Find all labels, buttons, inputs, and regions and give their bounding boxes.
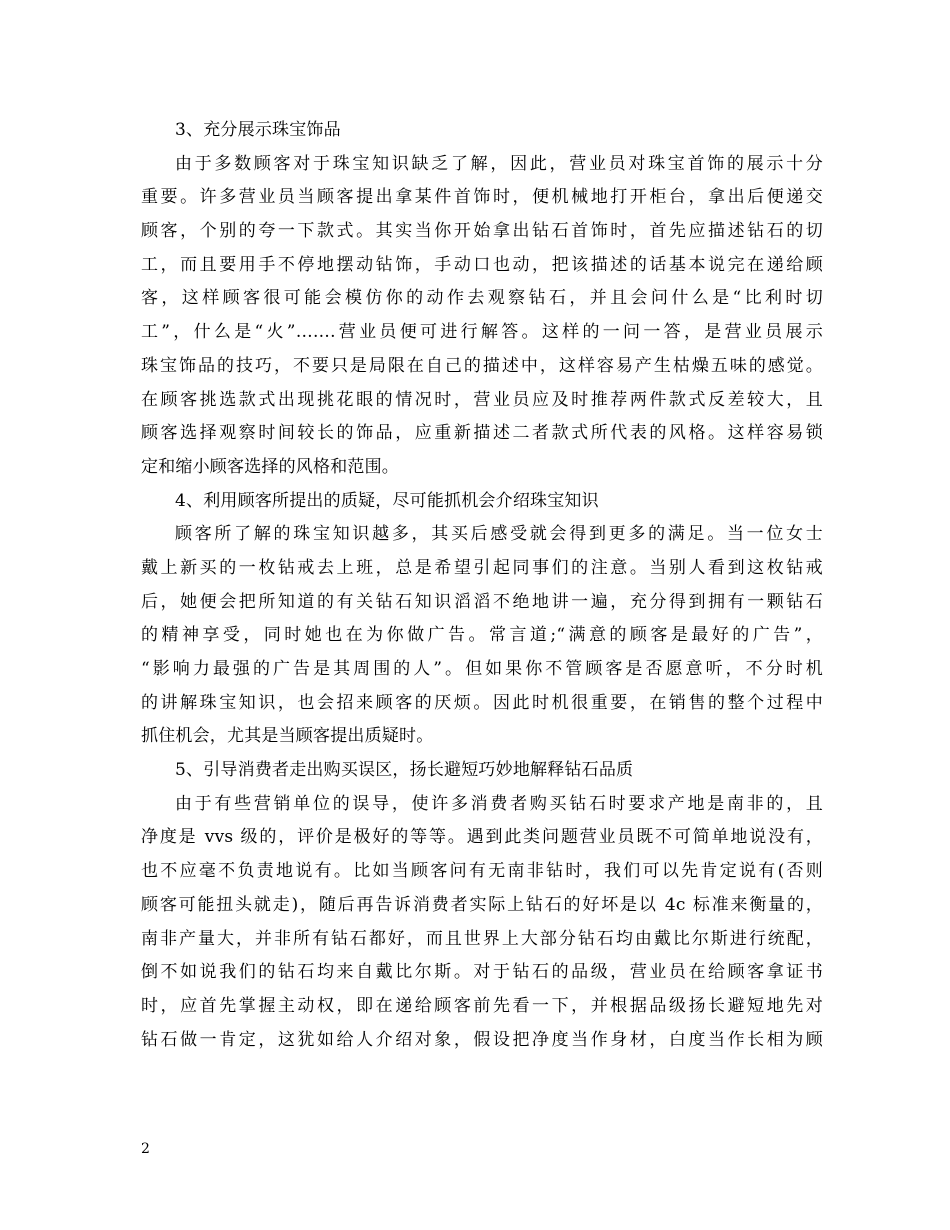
paragraph-line: 顾客所了解的珠宝知识越多，其买后感受就会得到更多的满足。当一位女士 [175,524,823,545]
paragraph-line: 净度是 vvs 级的，评价是极好的等等。遇到此类问题营业员既不可简单地说没有， [141,827,823,848]
paragraph-line: 由于多数顾客对于珠宝知识缺乏了解，因此，营业员对珠宝首饰的展示十分 [175,153,823,174]
paragraph-line: 倒不如说我们的钻石均来自戴比尔斯。对于钻石的品级，营业员在给顾客拿证书 [141,962,823,983]
paragraph-line: 珠宝饰品的技巧，不要只是局限在自己的描述中，这样容易产生枯燥五味的感觉。 [141,355,823,376]
paragraph-line: 定和缩小顾客选择的风格和范围。 [141,456,399,477]
paragraph-line: 南非产量大，并非所有钻石都好，而且世界上大部分钻石均由戴比尔斯进行统配， [141,928,823,949]
paragraph-line: 客，这样顾客很可能会模仿你的动作去观察钻石，并且会问什么是“比利时切 [141,288,823,309]
paragraph-line: 由于有些营销单位的误导，使许多消费者购买钻石时要求产地是南非的，且 [175,793,823,814]
paragraph-line: 戴上新买的一枚钻戒去上班，总是希望引起同事们的注意。当别人看到这枚钻戒 [141,557,823,578]
paragraph-line: 时，应首先掌握主动权，即在递给顾客前先看一下，并根据品级扬长避短地先对 [141,995,823,1016]
paragraph-line: 工”，什么是“火”…….营业员便可进行解答。这样的一问一答，是营业员展示 [141,322,823,343]
paragraph-line: 钻石做一肯定，这犹如给人介绍对象，假设把净度当作身材，白度当作长相为顾 [141,1029,823,1050]
paragraph-line: 的讲解珠宝知识，也会招来顾客的厌烦。因此时机很重要，在销售的整个过程中 [141,692,823,713]
body-text [141,114,823,1057]
paragraph-line: 顾客选择观察时间较长的饰品，应重新描述二者款式所代表的风格。这样容易锁 [141,423,823,444]
paragraph-line: 抓住机会，尤其是当顾客提出质疑时。 [141,726,434,747]
paragraph-line: 的精神享受，同时她也在为你做广告。常言道;“满意的顾客是最好的广告”， [141,625,823,646]
paragraph-line: “影响力最强的广告是其周围的人”。但如果你不管顾客是否愿意听，不分时机 [141,659,823,679]
paragraph-line: 后，她便会把所知道的有关钻石知识滔滔不绝地讲一遍，充分得到拥有一颗钻石 [141,591,823,612]
paragraph-line: 顾客，个别的夸一下款式。其实当你开始拿出钻石首饰时，首先应描述钻石的切 [141,221,823,242]
section-heading-4: 4、利用顾客所提出的质疑，尽可能抓机会介绍珠宝知识 [175,490,599,511]
paragraph-line: 也不应毫不负责地说有。比如当顾客问有无南非钻时，我们可以先肯定说有(否则 [141,861,823,882]
paragraph-line: 在顾客挑选款式出现挑花眼的情况时，营业员应及时推荐两件款式反差较大，且 [141,389,823,410]
page-number: 2 [141,1141,150,1157]
paragraph-line: 顾客可能扭头就走)，随后再告诉消费者实际上钻石的好坏是以 4c 标准来衡量的， [141,894,823,915]
paragraph-line: 重要。许多营业员当顾客提出拿某件首饰时，便机械地打开柜台，拿出后便递交 [141,187,823,208]
paragraph-line: 工，而且要用手不停地摆动钻饰，手动口也动，把该描述的话基本说完在递给顾 [141,254,823,275]
section-heading-5: 5、引导消费者走出购买误区，扬长避短巧妙地解释钻石品质 [175,760,634,781]
section-heading-3: 3、充分展示珠宝饰品 [175,120,341,140]
